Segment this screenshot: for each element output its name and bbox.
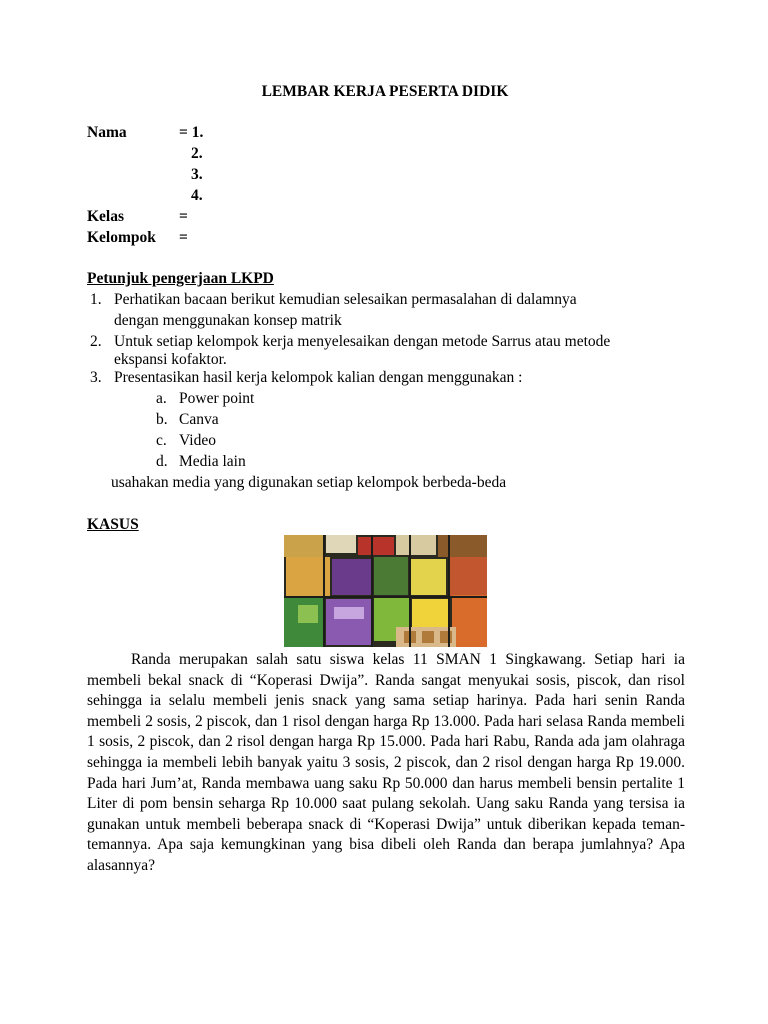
- subitem-text: Video: [179, 432, 216, 449]
- kelompok-separator: =: [179, 229, 188, 246]
- snack-display-photo: [284, 535, 487, 647]
- instruction-number: 3.: [90, 369, 102, 386]
- instruction-text: Untuk setiap kelompok kerja menyelesaikan dengan metode Sarrus atau metode: [114, 333, 611, 350]
- page-title: LEMBAR KERJA PESERTA DIDIK: [261, 83, 509, 100]
- instructions-heading: Petunjuk pengerjaan LKPD: [87, 270, 274, 287]
- instruction-text: Presentasikan hasil kerja kelompok kalian dengan menggunakan :: [114, 369, 523, 386]
- subitem-text: Media lain: [179, 453, 246, 470]
- kelompok-label: Kelompok: [87, 229, 156, 246]
- instruction-number: 1.: [90, 291, 102, 308]
- nama-number-3: 3.: [191, 166, 203, 183]
- subitem-letter: c.: [156, 432, 167, 449]
- kasus-paragraph-text: Randa merupakan salah satu siswa kelas 11 SMAN 1 Singkawang. Setiap hari ia membeli bekal snack di “Koperasi Dwija”. Randa sangat menyukai sosis, piscok, dan risol sehingga ia selalu membeli jenis snack yang sama setiap harinya. Pada hari senin Randa membeli 2 sosis, 2 piscok, dan 1 risol dengan harga Rp 13.000. Pada hari selasa Randa membeli 1 sosis, 2 piscok, dan 2 risol dengan harga Rp 15.000. Pada hari Rabu, Randa ada jam olahraga sehingga ia membeli lebih banyak yaitu 3 sosis, 2 piscok, dan 2 risol dengan harga Rp 19.000. Pada hari Jum’at, Randa membawa uang saku Rp 50.000 dan harus membeli bensin pertalite 1 Liter di pom bensin seharga Rp 10.000 saat pulang sekolah. Uang saku Randa yang tersisa ia gunakan untuk membeli beberapa snack di “Koperasi Dwija” untuk diberikan kepada teman- temannya. Apa saja kemungkinan yang bisa dibeli oleh Randa dan berapa jumlahnya? Apa alasannya?: [87, 651, 685, 874]
- instruction-text: dengan menggunakan konsep matrik: [114, 312, 342, 329]
- kelas-separator: =: [179, 208, 188, 225]
- subitem-letter: b.: [156, 411, 168, 428]
- nama-number-2: 2.: [191, 145, 203, 162]
- subitem-letter: d.: [156, 453, 168, 470]
- subitem-letter: a.: [156, 390, 167, 407]
- instruction-text: Perhatikan bacaan berikut kemudian selesaikan permasalahan di dalamnya: [114, 291, 577, 308]
- kasus-heading: KASUS: [87, 516, 139, 533]
- subitem-text: Power point: [179, 390, 255, 407]
- kelas-label: Kelas: [87, 208, 125, 225]
- nama-number-4: 4.: [191, 187, 203, 204]
- subitem-text: Canva: [179, 411, 219, 428]
- instruction-note: usahakan media yang digunakan setiap kelompok berbeda-beda: [111, 474, 507, 491]
- instruction-text: ekspansi kofaktor.: [114, 351, 227, 368]
- nama-label: Nama: [87, 124, 127, 141]
- instruction-number: 2.: [90, 333, 102, 350]
- kasus-paragraph: [87, 650, 685, 877]
- nama-separator: = 1.: [179, 124, 204, 141]
